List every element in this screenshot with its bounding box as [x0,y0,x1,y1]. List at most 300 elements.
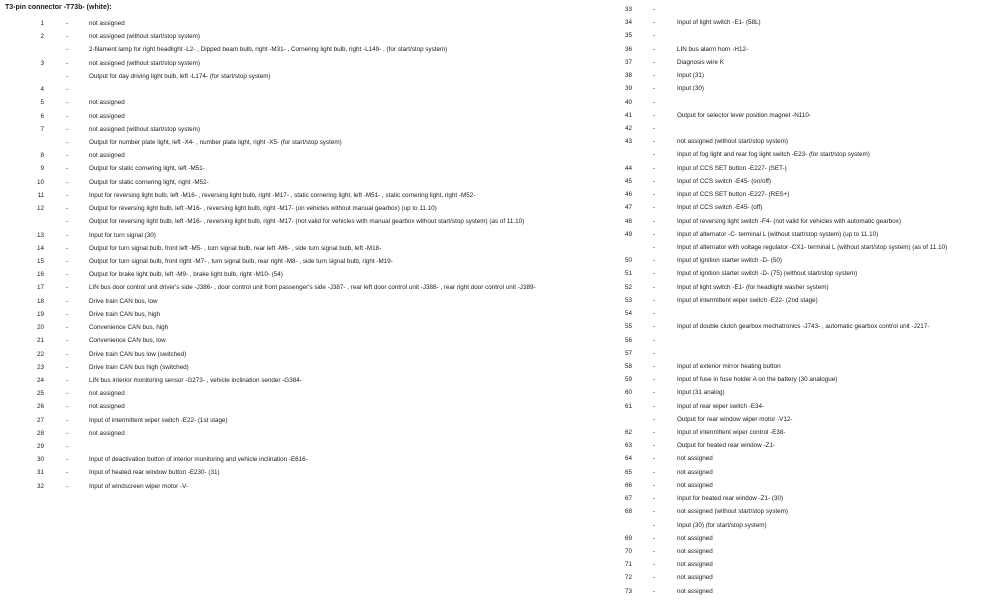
pin-number: 71 [624,561,632,569]
pin-number: 42 [624,124,632,132]
pin-separator: - [653,58,656,66]
pin-separator: - [66,363,69,371]
pin-separator: - [66,99,69,107]
pin-description: Input of heated rear window button -E230- (31) [89,469,220,477]
pin-row [0,414,600,427]
pin-separator: - [653,257,656,265]
pin-number: 37 [624,58,632,66]
pin-description: not assigned [677,574,713,582]
pin-description: Input (31 analog) [677,389,725,397]
pin-description: Input for turn signal (30) [89,231,156,239]
pin-separator: - [66,297,69,305]
pin-separator: - [653,521,656,529]
pin-number: 65 [624,468,632,476]
pin-description: Input of light switch -E1- (for headlight washer system) [677,283,829,291]
pin-row [0,70,600,83]
pin-row [600,307,1000,320]
pin-row [600,109,1000,122]
pin-description: Input of CCS switch -E45- (on/off) [677,177,772,185]
pin-number: 36 [624,45,632,53]
pin-separator: - [66,284,69,292]
pin-number: 62 [624,429,632,437]
pin-number: 73 [624,587,632,595]
pin-separator: - [653,270,656,278]
pin-separator: - [653,310,656,318]
pin-row [0,453,600,466]
pin-separator: - [653,124,656,132]
pin-row [600,82,1000,95]
pin-number: 13 [36,231,44,239]
pin-description: not assigned [677,548,713,556]
pin-description: not assigned [677,481,713,489]
pin-row [600,16,1000,29]
pin-number: 70 [624,548,632,556]
pin-number: 28 [36,429,44,437]
pin-separator: - [653,32,656,40]
pin-number: 10 [36,178,44,186]
pin-separator: - [653,217,656,225]
pin-description: Input (31) [677,72,704,80]
pin-number: 18 [36,297,44,305]
pin-description: Input of CCS SET button -E227- (SET-) [677,164,787,172]
pin-number: 63 [624,442,632,450]
pin-description: Input of CCS switch -E45- (off) [677,204,763,212]
pin-row [600,188,1000,201]
pin-row [0,255,600,268]
pin-separator: - [66,165,69,173]
pin-separator: - [653,19,656,27]
pin-separator: - [66,482,69,490]
pin-number: 64 [624,455,632,463]
pin-description: Output for selector lever position magnet -N110- [677,111,811,119]
pin-description: Input (30) (for start/stop system) [677,521,767,529]
pin-number: 3 [40,59,44,67]
pin-separator: - [653,508,656,516]
pin-description: Diagnosis wire K [677,58,724,66]
pin-number: 39 [624,85,632,93]
pin-row [0,348,600,361]
pin-row [600,43,1000,56]
pin-description: Input of intermittent wiper switch -E22- (1st stage) [89,416,228,424]
pin-row [600,545,1000,558]
pin-row [0,57,600,70]
pin-description: not assigned [89,112,125,120]
pin-separator: - [653,534,656,542]
pin-row [0,176,600,189]
pin-separator: - [653,6,656,13]
pin-separator: - [653,548,656,556]
pin-separator: - [653,230,656,238]
pin-separator: - [66,244,69,252]
pin-number: 67 [624,495,632,503]
pin-row [0,110,600,123]
pin-description: Convenience CAN bus, high [89,324,169,332]
pin-number: 30 [36,456,44,464]
pin-row [0,17,600,30]
pin-description: Input of windscreen wiper motor -V- [89,482,189,490]
pin-number: 12 [36,205,44,213]
pin-row [600,281,1000,294]
pin-row [600,505,1000,518]
pin-row [0,123,600,136]
pin-row [0,149,600,162]
pin-separator: - [66,59,69,67]
pin-description: Output for reversing light bulb, left -M16- , reversing light bulb, right -M17- (on vehicles without manual gearbox) (up to 11.10) [89,205,437,213]
pin-description: Drive train CAN bus, low [89,297,158,305]
pin-separator: - [66,443,69,451]
pin-row [600,215,1000,228]
pin-number: 23 [36,363,44,371]
pin-description: Input of CCS SET button -E227- (RES+) [677,191,790,199]
pin-row [600,413,1000,426]
pin-row [600,201,1000,214]
pin-row [0,387,600,400]
pin-separator: - [66,138,69,146]
pin-description: not assigned (without start/stop system) [89,59,200,67]
pin-row [600,400,1000,413]
pin-separator: - [66,152,69,160]
pin-description: Output for brake light bulb, left -M9- , brake light bulb, right -M10- (54) [89,271,283,279]
pin-separator: - [66,324,69,332]
pin-number: 27 [36,416,44,424]
pin-separator: - [653,495,656,503]
pin-number: 33 [624,6,632,13]
pin-number: 7 [40,125,44,133]
pin-separator: - [66,231,69,239]
pin-separator: - [653,45,656,53]
pin-separator: - [66,257,69,265]
pin-separator: - [66,72,69,80]
pin-separator: - [653,389,656,397]
pin-row [600,373,1000,386]
pin-number: 5 [40,99,44,107]
pin-description: not assigned [677,587,713,595]
pin-description: not assigned (without start/stop system) [89,33,200,41]
pin-description: LIN bus alarm horn -H12- [677,45,749,53]
pin-description: not assigned [677,455,713,463]
pin-number: 40 [624,98,632,106]
pin-number: 45 [624,177,632,185]
pin-number: 14 [36,244,44,252]
pin-number: 8 [40,152,44,160]
pin-row [600,439,1000,452]
pin-row [0,466,600,479]
pin-row [600,56,1000,69]
pin-description: Input for reversing light bulb, left -M16- , reversing light bulb, right -M17- , static cornering light, left -M51- , static cornering light, right -M52- [89,191,476,199]
pin-row [0,242,600,255]
pin-description: not assigned [677,561,713,569]
pin-row [600,294,1000,307]
pin-description: Input for heated rear window -Z1- (30) [677,495,784,503]
pin-separator: - [653,177,656,185]
pin-row [600,347,1000,360]
pin-number: 29 [36,443,44,451]
pin-number: 2 [40,33,44,41]
pin-separator: - [653,587,656,595]
pin-description: not assigned [677,534,713,542]
pin-description: Output for static cornering light, left -M51- [89,165,205,173]
pin-description: Output for reversing light bulb, left -M16- , reversing light bulb, right -M17- (not valid for vehicles with manual gearbox without start/stop system) (as of 11.10) [89,218,525,226]
pin-number: 24 [36,376,44,384]
pin-number: 34 [624,19,632,27]
pin-separator: - [653,72,656,80]
pin-separator: - [653,98,656,106]
pin-description: Input of rear wiper switch -E34- [677,402,765,410]
pin-number: 41 [624,111,632,119]
pin-separator: - [66,271,69,279]
pin-number: 60 [624,389,632,397]
pin-description: Input of double clutch gearbox mechatronics -J743- , automatic gearbox control unit -J217- [677,323,930,331]
pin-separator: - [653,561,656,569]
pin-row [0,281,600,294]
pin-description: Drive train CAN bus high (switched) [89,363,189,371]
pin-description: Output for turn signal bulb, front left -M5- , turn signal bulb, rear left -M6- , side turn signal bulb, left -M18- [89,244,382,252]
pin-description: Input of deactivation button of interior monitoring and vehicle inclination -E616- [89,456,308,464]
pin-separator: - [653,402,656,410]
pin-row [600,3,1000,16]
pin-description: Input of fuse in fuse holder A on the battery (30 analogue) [677,376,838,384]
pin-description: Output for day driving light bulb, left -L174- (for start/stop system) [89,72,271,80]
pin-row [600,426,1000,439]
pin-separator: - [66,86,69,94]
pin-row [600,585,1000,598]
pin-separator: - [653,296,656,304]
pin-row [600,466,1000,479]
pin-row [600,334,1000,347]
pin-number: 72 [624,574,632,582]
pin-number: 44 [624,164,632,172]
pin-separator: - [66,46,69,54]
pin-separator: - [653,442,656,450]
pin-number: 25 [36,390,44,398]
pin-row [600,360,1000,373]
pin-separator: - [653,468,656,476]
pin-separator: - [653,204,656,212]
pin-row [600,558,1000,571]
pin-row [0,215,600,228]
pin-number: 59 [624,376,632,384]
pin-row [600,519,1000,532]
pin-number: 32 [36,482,44,490]
pin-row [0,268,600,281]
pin-row [600,29,1000,42]
pin-row [0,295,600,308]
pin-row [600,386,1000,399]
pin-separator: - [653,151,656,159]
pin-description: Input of light switch -E1- (58L) [677,19,761,27]
pin-row [0,189,600,202]
pin-number: 61 [624,402,632,410]
pin-description: not assigned [89,20,125,27]
pin-number: 11 [37,191,44,199]
pin-row [0,162,600,175]
pin-separator: - [66,218,69,226]
pin-separator: - [653,164,656,172]
pin-number: 55 [624,323,632,331]
pin-description: Drive train CAN bus, high [89,310,161,318]
pin-separator: - [653,349,656,357]
pin-row [0,374,600,387]
pin-number: 50 [624,257,632,265]
pin-description: Convenience CAN bus, low [89,337,166,345]
pin-separator: - [66,429,69,437]
pin-row [600,241,1000,254]
pin-number: 35 [624,32,632,40]
pin-row [600,492,1000,505]
pin-number: 15 [36,257,44,265]
pin-number: 43 [624,138,632,146]
pin-description: Output for heated rear window -Z1- [677,442,775,450]
pin-description: Input of exterior mirror heating button [677,362,781,370]
pin-row [600,228,1000,241]
pin-separator: - [653,283,656,291]
pin-separator: - [66,456,69,464]
pin-separator: - [653,455,656,463]
pin-description: Output for turn signal bulb, front right -M7- , turn signal bulb, rear right -M8- , side turn signal bulb, right -M19- [89,257,393,265]
pin-row [0,400,600,413]
pin-description: not assigned (without start/stop system) [677,138,788,146]
pin-row [600,267,1000,280]
pin-separator: - [66,310,69,318]
pin-row [0,308,600,321]
pin-description: Input of alternator with voltage regulator -CX1- terminal L (without start/stop system) (as of 11.10) [677,243,948,251]
pin-number: 16 [36,271,44,279]
pin-number: 21 [36,337,44,345]
pin-row [600,532,1000,545]
pin-description: Output for number plate light, left -X4- , number plate light, right -X5- (for start/stop system) [89,138,342,146]
pin-row [0,96,600,109]
pin-separator: - [66,337,69,345]
pin-description: Output for static cornering light, right -M52- [89,178,209,186]
pin-separator: - [66,205,69,213]
pin-description: Output for rear window wiper motor -V12- [677,415,793,423]
pin-row [0,440,600,453]
pin-number: 1 [40,20,44,27]
pin-row [600,135,1000,148]
pin-number: 68 [624,508,632,516]
pin-row [0,361,600,374]
pin-description: not assigned [89,429,125,437]
pin-separator: - [653,336,656,344]
pin-row [600,452,1000,465]
pin-number: 20 [36,324,44,332]
pin-separator: - [66,416,69,424]
pin-number: 47 [624,204,632,212]
pin-separator: - [66,191,69,199]
pin-description: Input of intermittent wiper switch -E22- (2nd stage) [677,296,818,304]
pin-description: Input of alternator -C- terminal L (without start/stop system) (up to 11.10) [677,230,879,238]
pin-number: 38 [624,72,632,80]
pin-separator: - [653,481,656,489]
pin-number: 9 [40,165,44,173]
pin-row [0,30,600,43]
pin-number: 26 [36,403,44,411]
pin-separator: - [66,350,69,358]
pin-description: Input of fog light and rear fog light switch -E23- (for start/stop system) [677,151,870,159]
pin-separator: - [653,85,656,93]
pin-row [600,254,1000,267]
pin-row [600,162,1000,175]
pin-row [600,320,1000,333]
pin-row [600,479,1000,492]
pin-row [0,334,600,347]
pin-description: not assigned [677,468,713,476]
pin-number: 57 [624,349,632,357]
pin-separator: - [653,243,656,251]
pin-description: not assigned [89,403,125,411]
pin-number: 66 [624,481,632,489]
pin-number: 17 [36,284,44,292]
pin-separator: - [66,178,69,186]
pin-number: 22 [36,350,44,358]
pin-description: not assigned [89,390,125,398]
pin-description: Input of reversing light switch -F4- (not valid for vehicles with automatic gearbox) [677,217,901,225]
pin-separator: - [653,574,656,582]
pin-separator: - [66,20,69,27]
pin-number: 48 [624,217,632,225]
pin-separator: - [653,429,656,437]
pin-description: LIN bus door control unit driver's side -J386- , door control unit front passenger's side -J387- , rear left door control unit -J388- , rear right door control unit -J389- [89,284,536,292]
pin-row [0,136,600,149]
pin-description: not assigned (without start/stop system) [89,125,200,133]
pin-row [0,427,600,440]
pin-description: Input (30) [677,85,704,93]
pin-description: not assigned [89,99,125,107]
pin-number: 52 [624,283,632,291]
pin-description: not assigned [89,152,125,160]
pin-separator: - [653,362,656,370]
pin-row [0,83,600,96]
pin-description: not assigned (without start/stop system) [677,508,788,516]
pin-separator: - [653,323,656,331]
pin-row [600,69,1000,82]
pin-row [0,43,600,56]
pin-separator: - [66,112,69,120]
pin-number: 19 [36,310,44,318]
pin-separator: - [653,111,656,119]
pin-separator: - [66,33,69,41]
pin-number: 53 [624,296,632,304]
pin-description: Input of ignition starter switch -D- (75) (without start/stop system) [677,270,858,278]
pin-number: 49 [624,230,632,238]
pin-description: Drive train CAN bus low (switched) [89,350,187,358]
pin-number: 6 [40,112,44,120]
pin-row [600,122,1000,135]
pin-separator: - [653,191,656,199]
pin-row [600,571,1000,584]
pin-separator: - [66,403,69,411]
pin-separator: - [66,125,69,133]
pin-separator: - [66,469,69,477]
pin-row [0,321,600,334]
pin-number: 46 [624,191,632,199]
pin-row [600,96,1000,109]
pin-row [600,148,1000,161]
pin-number: 54 [624,310,632,318]
pin-row [0,202,600,215]
pin-number: 51 [624,270,632,278]
pin-separator: - [66,390,69,398]
pin-description: LIN bus interior monitoring sensor -G273- , vehicle inclination sender -G384- [89,376,302,384]
pin-description: Input of intermittent wiper control -E38- [677,429,786,437]
pin-number: 4 [40,86,44,94]
pin-number: 69 [624,534,632,542]
pin-separator: - [653,415,656,423]
pin-row [0,229,600,242]
pin-number: 56 [624,336,632,344]
pin-number: 31 [36,469,44,477]
connector-title: T3-pin connector -T73b- (white): [5,4,112,11]
